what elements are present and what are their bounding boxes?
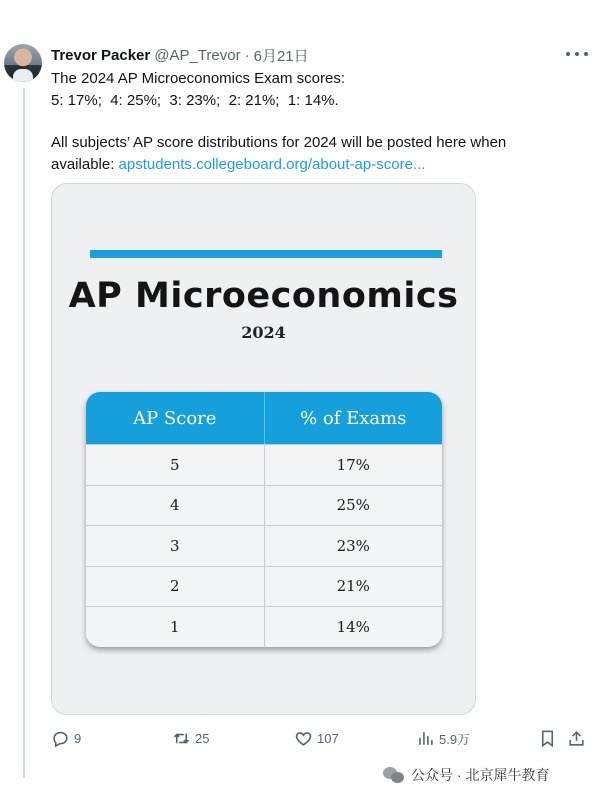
share-button[interactable] <box>567 727 586 749</box>
table-row <box>86 566 442 607</box>
wechat-icon <box>383 766 405 784</box>
score-cell: 5 <box>86 445 265 485</box>
table-row <box>86 606 442 647</box>
text-prefix: available: <box>51 155 119 173</box>
separator-dot: · <box>244 46 250 64</box>
table-row <box>86 485 442 526</box>
thread-line <box>23 88 25 778</box>
media-year: 2024 <box>241 323 286 342</box>
percent-cell: 17% <box>336 455 370 474</box>
score-cell: 3 <box>86 526 265 566</box>
tweet-actions <box>51 727 591 749</box>
tweet-text-line: All subjects’ AP score distributions for 2024 will be posted here when <box>51 134 507 151</box>
avatar[interactable] <box>4 44 42 82</box>
percent-cell: 25% <box>336 496 370 515</box>
tweet-date[interactable]: 6月21日 <box>253 47 309 65</box>
media-title: AP Microeconomics <box>68 276 459 316</box>
like-button[interactable] <box>294 727 339 749</box>
table-row <box>86 525 442 566</box>
table-row <box>86 444 442 485</box>
score-cell: 2 <box>86 567 265 607</box>
percent-cell: 21% <box>336 577 370 596</box>
table-header <box>86 392 442 444</box>
percent-cell: 23% <box>336 536 370 555</box>
views-icon <box>416 729 435 748</box>
column-header: AP Score <box>86 392 265 444</box>
tweet-text-line <box>51 154 571 176</box>
author-handle[interactable]: @AP_Trevor <box>154 46 241 64</box>
tweet-text-line: The 2024 AP Microeconomics Exam scores: <box>51 70 346 87</box>
media-image[interactable] <box>51 183 476 715</box>
view-count: 5.9万 <box>439 731 471 747</box>
reply-icon <box>51 729 70 748</box>
score-cell: 1 <box>86 607 265 647</box>
tweet-header <box>51 44 309 66</box>
accent-bar <box>90 250 442 258</box>
watermark <box>383 764 549 786</box>
tweet-text-line: 5: 17%; 4: 25%; 3: 23%; 2: 21%; 1: 14%. <box>51 91 339 109</box>
like-icon <box>294 729 313 748</box>
bookmark-icon <box>538 729 557 748</box>
retweet-count: 25 <box>195 730 210 746</box>
retweet-button[interactable] <box>172 727 209 749</box>
reply-count: 9 <box>74 730 82 746</box>
reply-button[interactable] <box>51 727 81 749</box>
tweet-text <box>51 68 571 175</box>
score-cell: 4 <box>86 486 265 526</box>
more-options-icon[interactable] <box>566 46 588 62</box>
tweet-link[interactable]: apstudents.collegeboard.org/about-ap-score... <box>118 155 426 173</box>
score-table <box>86 392 442 647</box>
percent-cell: 14% <box>336 617 370 636</box>
views-button[interactable] <box>416 727 470 749</box>
column-header: % of Exams <box>300 407 407 429</box>
like-count: 107 <box>317 730 339 746</box>
author-name[interactable]: Trevor Packer <box>51 46 151 64</box>
watermark-text: 公众号 · 北京犀牛教育 <box>411 767 550 783</box>
share-icon <box>567 729 586 748</box>
bookmark-button[interactable] <box>538 727 557 749</box>
retweet-icon <box>172 729 191 748</box>
